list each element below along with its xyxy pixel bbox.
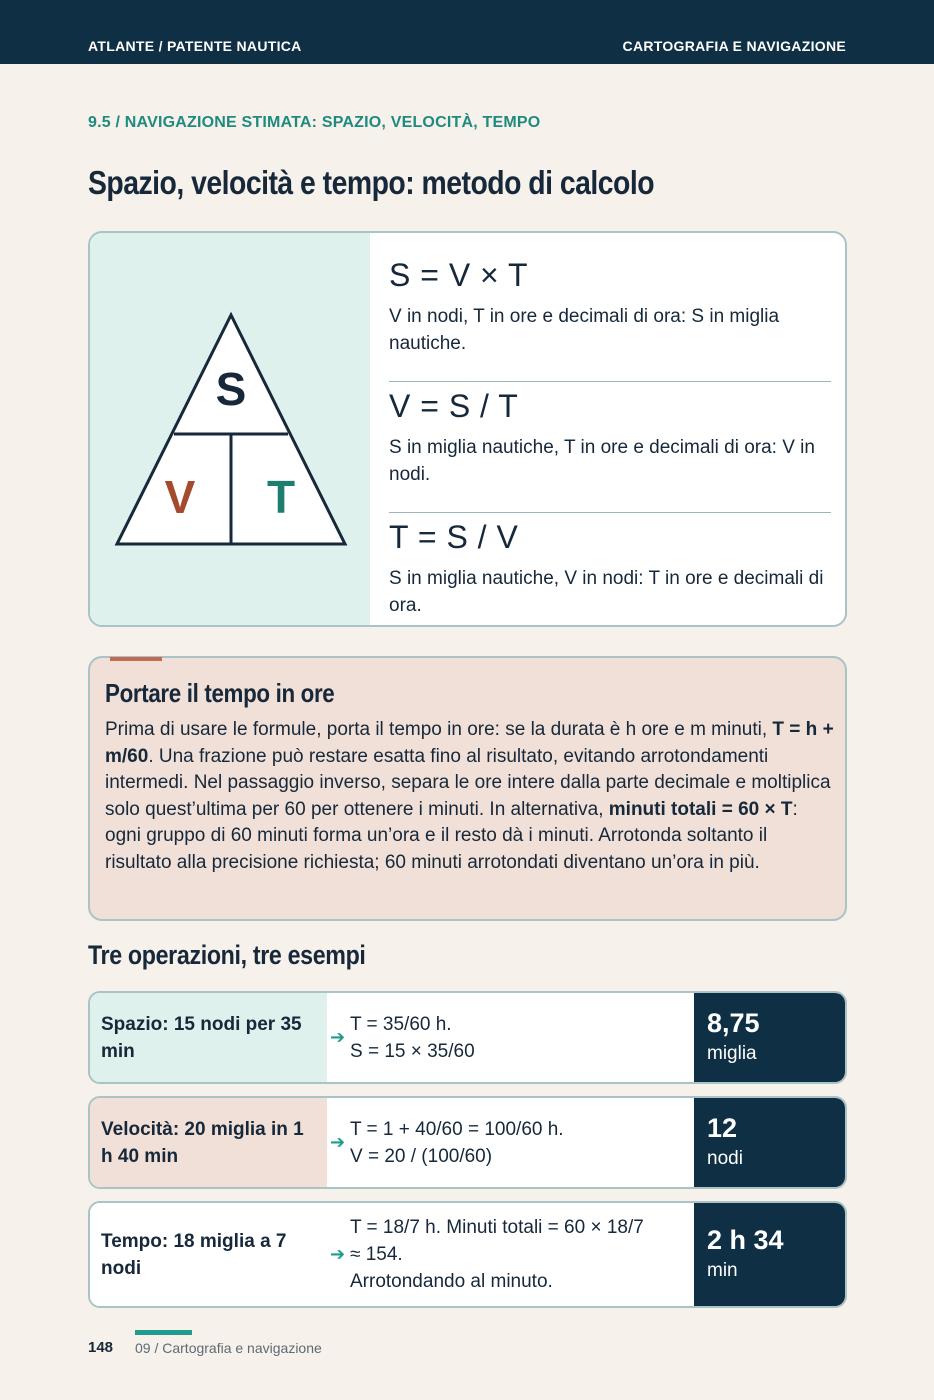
note-text: : ogni gruppo di 60 minuti forma un’ora e il resto dà i minuti. Arrotonda soltanto il risultato alla precisione richiesta; 60 minuti arrotondati diventano un’ora in più. (105, 798, 798, 873)
calc-line: T = 18/7 h. Minuti totali = 60 × 18/7 (350, 1217, 644, 1238)
example-row-time (88, 1201, 847, 1308)
note-bold-formula: minuti totali = 60 × T (608, 798, 793, 820)
result-unit: miglia (707, 1042, 757, 1064)
example-question: Velocità: 20 miglia in 1 h 40 min (90, 1098, 327, 1187)
calc-line: T = 1 + 40/60 = 100/60 h. (350, 1118, 564, 1140)
calc-line: ≈ 154. (350, 1244, 403, 1265)
arrow-right-icon: ➔ (330, 1132, 346, 1153)
example-result (694, 1098, 845, 1187)
note-text: Prima di usare le formule, porta il tempo in ore: se la durata è h ore e m minuti, (105, 719, 773, 740)
formula-card (88, 231, 847, 627)
page-number: 148 (88, 1339, 114, 1356)
formula-distance (389, 251, 831, 382)
note-body (105, 717, 835, 876)
example-result (694, 993, 845, 1082)
svt-triangle-panel (90, 233, 370, 625)
example-row-distance (88, 991, 847, 1084)
header-book-title: ATLANTE / PATENTE NAUTICA (88, 38, 302, 54)
note-bold-formula: T = h + m/60 (105, 719, 834, 767)
formula-description: S in miglia nautiche, V in nodi: T in ore e decimali di ora. (389, 568, 824, 616)
formula-equation: S = V × T (389, 257, 529, 293)
note-accent-bar (110, 657, 162, 661)
example-calculation (350, 1203, 690, 1306)
header-chapter-title: CARTOGRAFIA E NAVIGAZIONE (622, 38, 846, 54)
arrow-right-icon: ➔ (330, 1027, 346, 1048)
page-title: Spazio, velocità e tempo: metodo di calcolo (88, 164, 655, 201)
formula-speed (389, 382, 831, 513)
example-row-speed (88, 1096, 847, 1189)
footer-accent-bar (135, 1330, 192, 1335)
example-result (694, 1203, 845, 1306)
section-label: 9.5 / NAVIGAZIONE STIMATA: SPAZIO, VELOCITÀ, TEMPO (88, 114, 541, 131)
triangle-letter-t: T (266, 471, 296, 523)
result-unit: min (707, 1259, 738, 1281)
top-header-bar (0, 0, 934, 64)
note-title: Portare il tempo in ore (105, 678, 335, 708)
svt-triangle-diagram (90, 233, 370, 627)
note-text: . Una frazione può restare esatta fino al risultato, evitando arrotondamenti intermedi. Nel passaggio inverso, separa le ore intere dalla parte decimale e moltiplica solo quest’ultima per 60 per ottenere i minuti. In alternativa, (105, 745, 831, 820)
triangle-letter-s: S (215, 363, 247, 415)
note-box (88, 656, 847, 921)
example-question: Spazio: 15 nodi per 35 min (90, 993, 327, 1082)
formula-description: V in nodi, T in ore e decimali di ora: S in miglia nautiche. (389, 306, 780, 354)
examples-title: Tre operazioni, tre esempi (88, 940, 366, 970)
example-calculation (350, 1098, 690, 1187)
example-calculation (350, 993, 690, 1082)
formula-equation: T = S / V (389, 519, 519, 555)
formula-time (389, 513, 831, 627)
result-value: 8,75 (707, 1007, 760, 1038)
footer-chapter: 09 / Cartografia e navigazione (135, 1340, 322, 1356)
calc-line: T = 35/60 h. (350, 1013, 452, 1035)
formula-description: S in miglia nautiche, T in ore e decimali di ora: V in nodi. (389, 437, 815, 485)
result-value: 12 (707, 1112, 738, 1143)
example-question: Tempo: 18 miglia a 7 nodi (90, 1203, 327, 1306)
result-value: 2 h 34 (707, 1224, 784, 1255)
formula-list (389, 251, 831, 627)
triangle-letter-v: V (164, 471, 196, 523)
formula-equation: V = S / T (389, 388, 519, 424)
arrow-right-icon: ➔ (330, 1244, 346, 1265)
calc-line: Arrotondando al minuto. (350, 1271, 553, 1292)
calc-line: S = 15 × 35/60 (350, 1040, 475, 1062)
calc-line: V = 20 / (100/60) (350, 1145, 493, 1167)
result-unit: nodi (707, 1147, 743, 1169)
